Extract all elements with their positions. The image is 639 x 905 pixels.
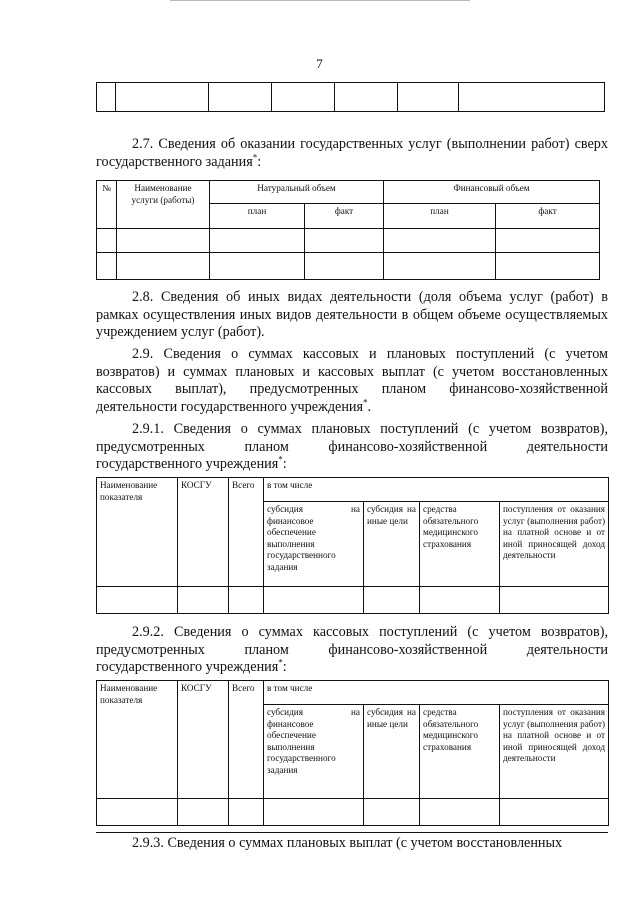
table-cell xyxy=(117,253,210,280)
table-cell xyxy=(264,799,364,826)
header-subsidy-other: субсидия на иные цели xyxy=(364,705,420,799)
table-cell xyxy=(178,587,229,614)
header-total: Всего xyxy=(229,478,264,587)
table-2-9-2 xyxy=(96,680,609,826)
header-natural-fact: факт xyxy=(305,204,384,229)
table-cell xyxy=(500,587,609,614)
table-cell xyxy=(97,83,116,112)
header-total: Всего xyxy=(229,681,264,799)
table-cell xyxy=(305,253,384,280)
header-subsidy-other: субсидия на иные цели xyxy=(364,502,420,587)
table-cell xyxy=(272,83,335,112)
header-kosgu: КОСГУ xyxy=(178,478,229,587)
page-number: 7 xyxy=(316,56,323,71)
header-subsidy-task: субсидия на финансовое обеспечение выполнения государственного задания xyxy=(264,705,364,799)
table-cell xyxy=(116,83,209,112)
table-cell xyxy=(229,799,264,826)
table-cell xyxy=(500,799,609,826)
header-financial-plan: план xyxy=(384,204,496,229)
header-including: в том числе xyxy=(264,681,609,705)
table-cell xyxy=(420,587,500,614)
table-cell xyxy=(364,799,420,826)
header-natural-plan: план xyxy=(210,204,305,229)
header-oms: средства обязательного медицинского страхования xyxy=(420,705,500,799)
section-2-7-heading: 2.7. Сведения об оказании государственных услуг (выполнении работ) сверх государственного задания*: xyxy=(96,136,608,170)
table-cell xyxy=(459,83,605,112)
section-2-9-paragraph: 2.9. Сведения о суммах кассовых и плановых поступлений (с учетом возвратов) и суммах плановых и кассовых выплат (с учетом восстановленных кассовых выплат), предусмотренных планом финансово-хозяйственной деятельности государственного учреждения*. xyxy=(96,346,608,415)
header-kosgu: КОСГУ xyxy=(178,681,229,799)
table-cell xyxy=(398,83,459,112)
header-paid-services: поступления от оказания услуг (выполнения работ) на платной основе и от иной приносящей доход деятельности xyxy=(500,705,609,799)
table-2-7 xyxy=(96,180,600,280)
table-cell xyxy=(97,587,178,614)
table-cell xyxy=(117,229,210,253)
header-paid-services: поступления от оказания услуг (выполнения работ) на платной основе и от иной приносящей доход деятельности xyxy=(500,502,609,587)
section-2-9-1-heading: 2.9.1. Сведения о суммах плановых поступлений (с учетом возвратов), предусмотренных планом финансово-хозяйственной деятельности государственного учреждения*: xyxy=(96,421,608,472)
table-cell xyxy=(229,587,264,614)
section-2-8-paragraph: 2.8. Сведения об иных видах деятельности (доля объема услуг (работ) в рамках осуществления иных видов деятельности в общем объеме осуществляемых учреждением услуг (работ). xyxy=(96,289,608,340)
header-natural-volume: Натуральный объем xyxy=(210,181,384,204)
table-2-9-1 xyxy=(96,477,609,614)
top-edge-line xyxy=(170,0,470,1)
table-cell xyxy=(209,83,272,112)
header-number: № xyxy=(97,181,117,229)
table-cell xyxy=(335,83,398,112)
table-bottom-rule xyxy=(96,832,608,833)
table-cell xyxy=(97,229,117,253)
table-cell xyxy=(384,253,496,280)
table-cell xyxy=(210,229,305,253)
header-subsidy-task: субсидия на финансовое обеспечение выполнения государственного задания xyxy=(264,502,364,587)
continuation-table xyxy=(96,82,605,112)
section-2-9-3-heading: 2.9.3. Сведения о суммах плановых выплат (с учетом восстановленных xyxy=(132,835,563,851)
header-including: в том числе xyxy=(264,478,609,502)
header-oms: средства обязательного медицинского страхования xyxy=(420,502,500,587)
table-cell xyxy=(97,799,178,826)
table-cell xyxy=(496,253,600,280)
table-cell xyxy=(264,587,364,614)
table-cell xyxy=(178,799,229,826)
header-service-name: Наименование услуги (работы) xyxy=(117,181,210,229)
table-cell xyxy=(97,253,117,280)
table-cell xyxy=(496,229,600,253)
section-2-9-2-heading: 2.9.2. Сведения о суммах кассовых поступлений (с учетом возвратов), предусмотренных планом финансово-хозяйственной деятельности государственного учреждения*: xyxy=(96,624,608,675)
table-cell xyxy=(210,253,305,280)
table-cell xyxy=(384,229,496,253)
header-financial-volume: Финансовый объем xyxy=(384,181,600,204)
table-cell xyxy=(305,229,384,253)
table-cell xyxy=(420,799,500,826)
header-indicator-name: Наименование показателя xyxy=(97,478,178,587)
header-indicator-name: Наименование показателя xyxy=(97,681,178,799)
table-cell xyxy=(364,587,420,614)
header-financial-fact: факт xyxy=(496,204,600,229)
